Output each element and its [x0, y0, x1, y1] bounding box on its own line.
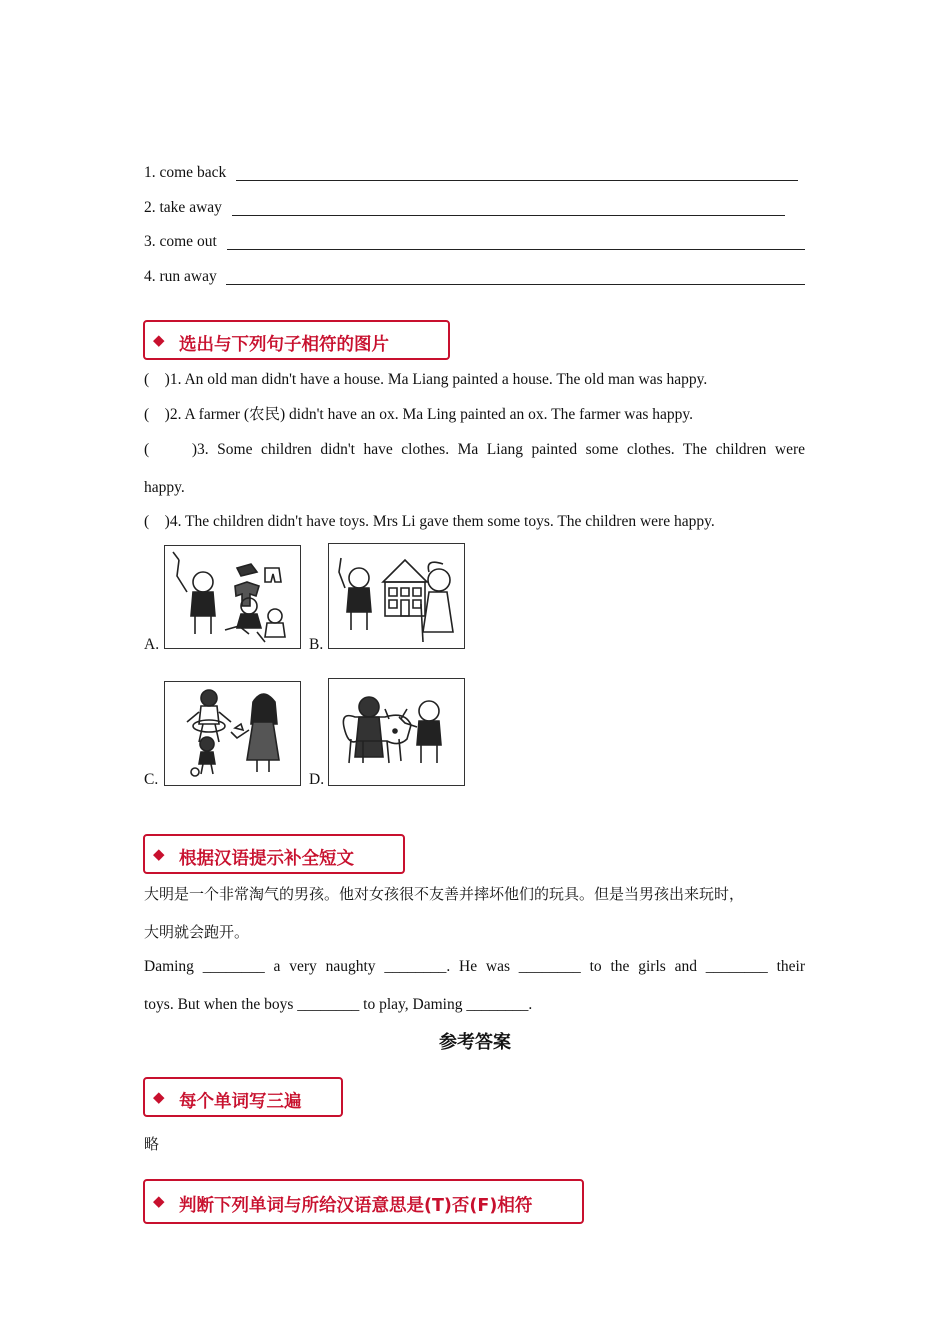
diamond-icon: ◆ [153, 331, 165, 349]
phrase-2: 2. take away [144, 199, 222, 216]
section3-answer: 略 [144, 1135, 160, 1153]
answer-blank-1[interactable] [236, 180, 798, 181]
answer-blank-3[interactable] [227, 249, 805, 250]
answer-blank-2[interactable] [232, 215, 785, 216]
question-1 [144, 370, 707, 390]
question-text: 4. The children didn't have toys. Mrs Li gave them some toys. The children were happy. [169, 513, 715, 530]
question-text: 1. An old man didn't have a house. Ma Liang painted a house. The old man was happy. [169, 371, 708, 388]
section-header-write-three-times [143, 1077, 343, 1117]
question-text: 2. A farmer (农民) didn't have an ox. Ma Ling painted an ox. The farmer was happy. [169, 406, 694, 423]
option-label-a: A. [144, 636, 160, 653]
picture-a-clothes[interactable] [164, 545, 301, 649]
answer-blank-4[interactable] [226, 284, 805, 285]
picture-b-illustration [329, 544, 464, 648]
section-header-picture-match [143, 320, 450, 360]
section-header-true-false [143, 1179, 584, 1224]
answer-paren[interactable]: ( ) [144, 441, 197, 458]
question-3-continued: happy. [144, 479, 185, 496]
phrase-4: 4. run away [144, 268, 217, 285]
question-text: 3. Some children didn't have clothes. Ma Liang painted some clothes. The children were [197, 441, 805, 458]
section-title: 根据汉语提示补全短文 [179, 849, 354, 869]
question-2 [144, 405, 693, 425]
option-label-d: D. [309, 771, 325, 788]
option-label-b: B. [309, 636, 324, 653]
picture-d-ox[interactable] [328, 678, 465, 786]
passage-chinese-line-2: 大明就会跑开。 [144, 923, 250, 941]
question-4 [144, 512, 715, 532]
answers-title: 参考答案 [439, 1032, 511, 1053]
picture-c-illustration [165, 682, 300, 785]
picture-b-house[interactable] [328, 543, 465, 649]
section-title: 选出与下列句子相符的图片 [179, 335, 389, 355]
passage-english-line-1[interactable]: Daming ________ a very naughty ________. He was ________ to the girls and ________ their [144, 958, 805, 975]
section-title: 判断下列单词与所给汉语意思是(T)否(F)相符 [179, 1196, 533, 1216]
passage-chinese-line-1: 大明是一个非常淘气的男孩。他对女孩很不友善并摔坏他们的玩具。但是当男孩出来玩时， [144, 885, 745, 903]
picture-a-illustration [165, 546, 300, 648]
answer-paren[interactable]: ( ) [144, 406, 170, 423]
section-header-fill-passage [143, 834, 405, 874]
section-title: 每个单词写三遍 [179, 1092, 302, 1112]
diamond-icon: ◆ [153, 1088, 165, 1106]
option-label-c: C. [144, 771, 159, 788]
passage-english-line-2[interactable]: toys. But when the boys ________ to play, Daming ________. [144, 996, 533, 1013]
phrase-3: 3. come out [144, 233, 217, 250]
diamond-icon: ◆ [153, 1192, 165, 1210]
question-3 [144, 440, 805, 460]
diamond-icon: ◆ [153, 845, 165, 863]
answer-paren[interactable]: ( ) [144, 513, 170, 530]
phrase-1: 1. come back [144, 164, 227, 181]
picture-d-illustration [329, 679, 464, 785]
picture-c-toys[interactable] [164, 681, 301, 786]
answer-paren[interactable]: ( ) [144, 371, 170, 388]
